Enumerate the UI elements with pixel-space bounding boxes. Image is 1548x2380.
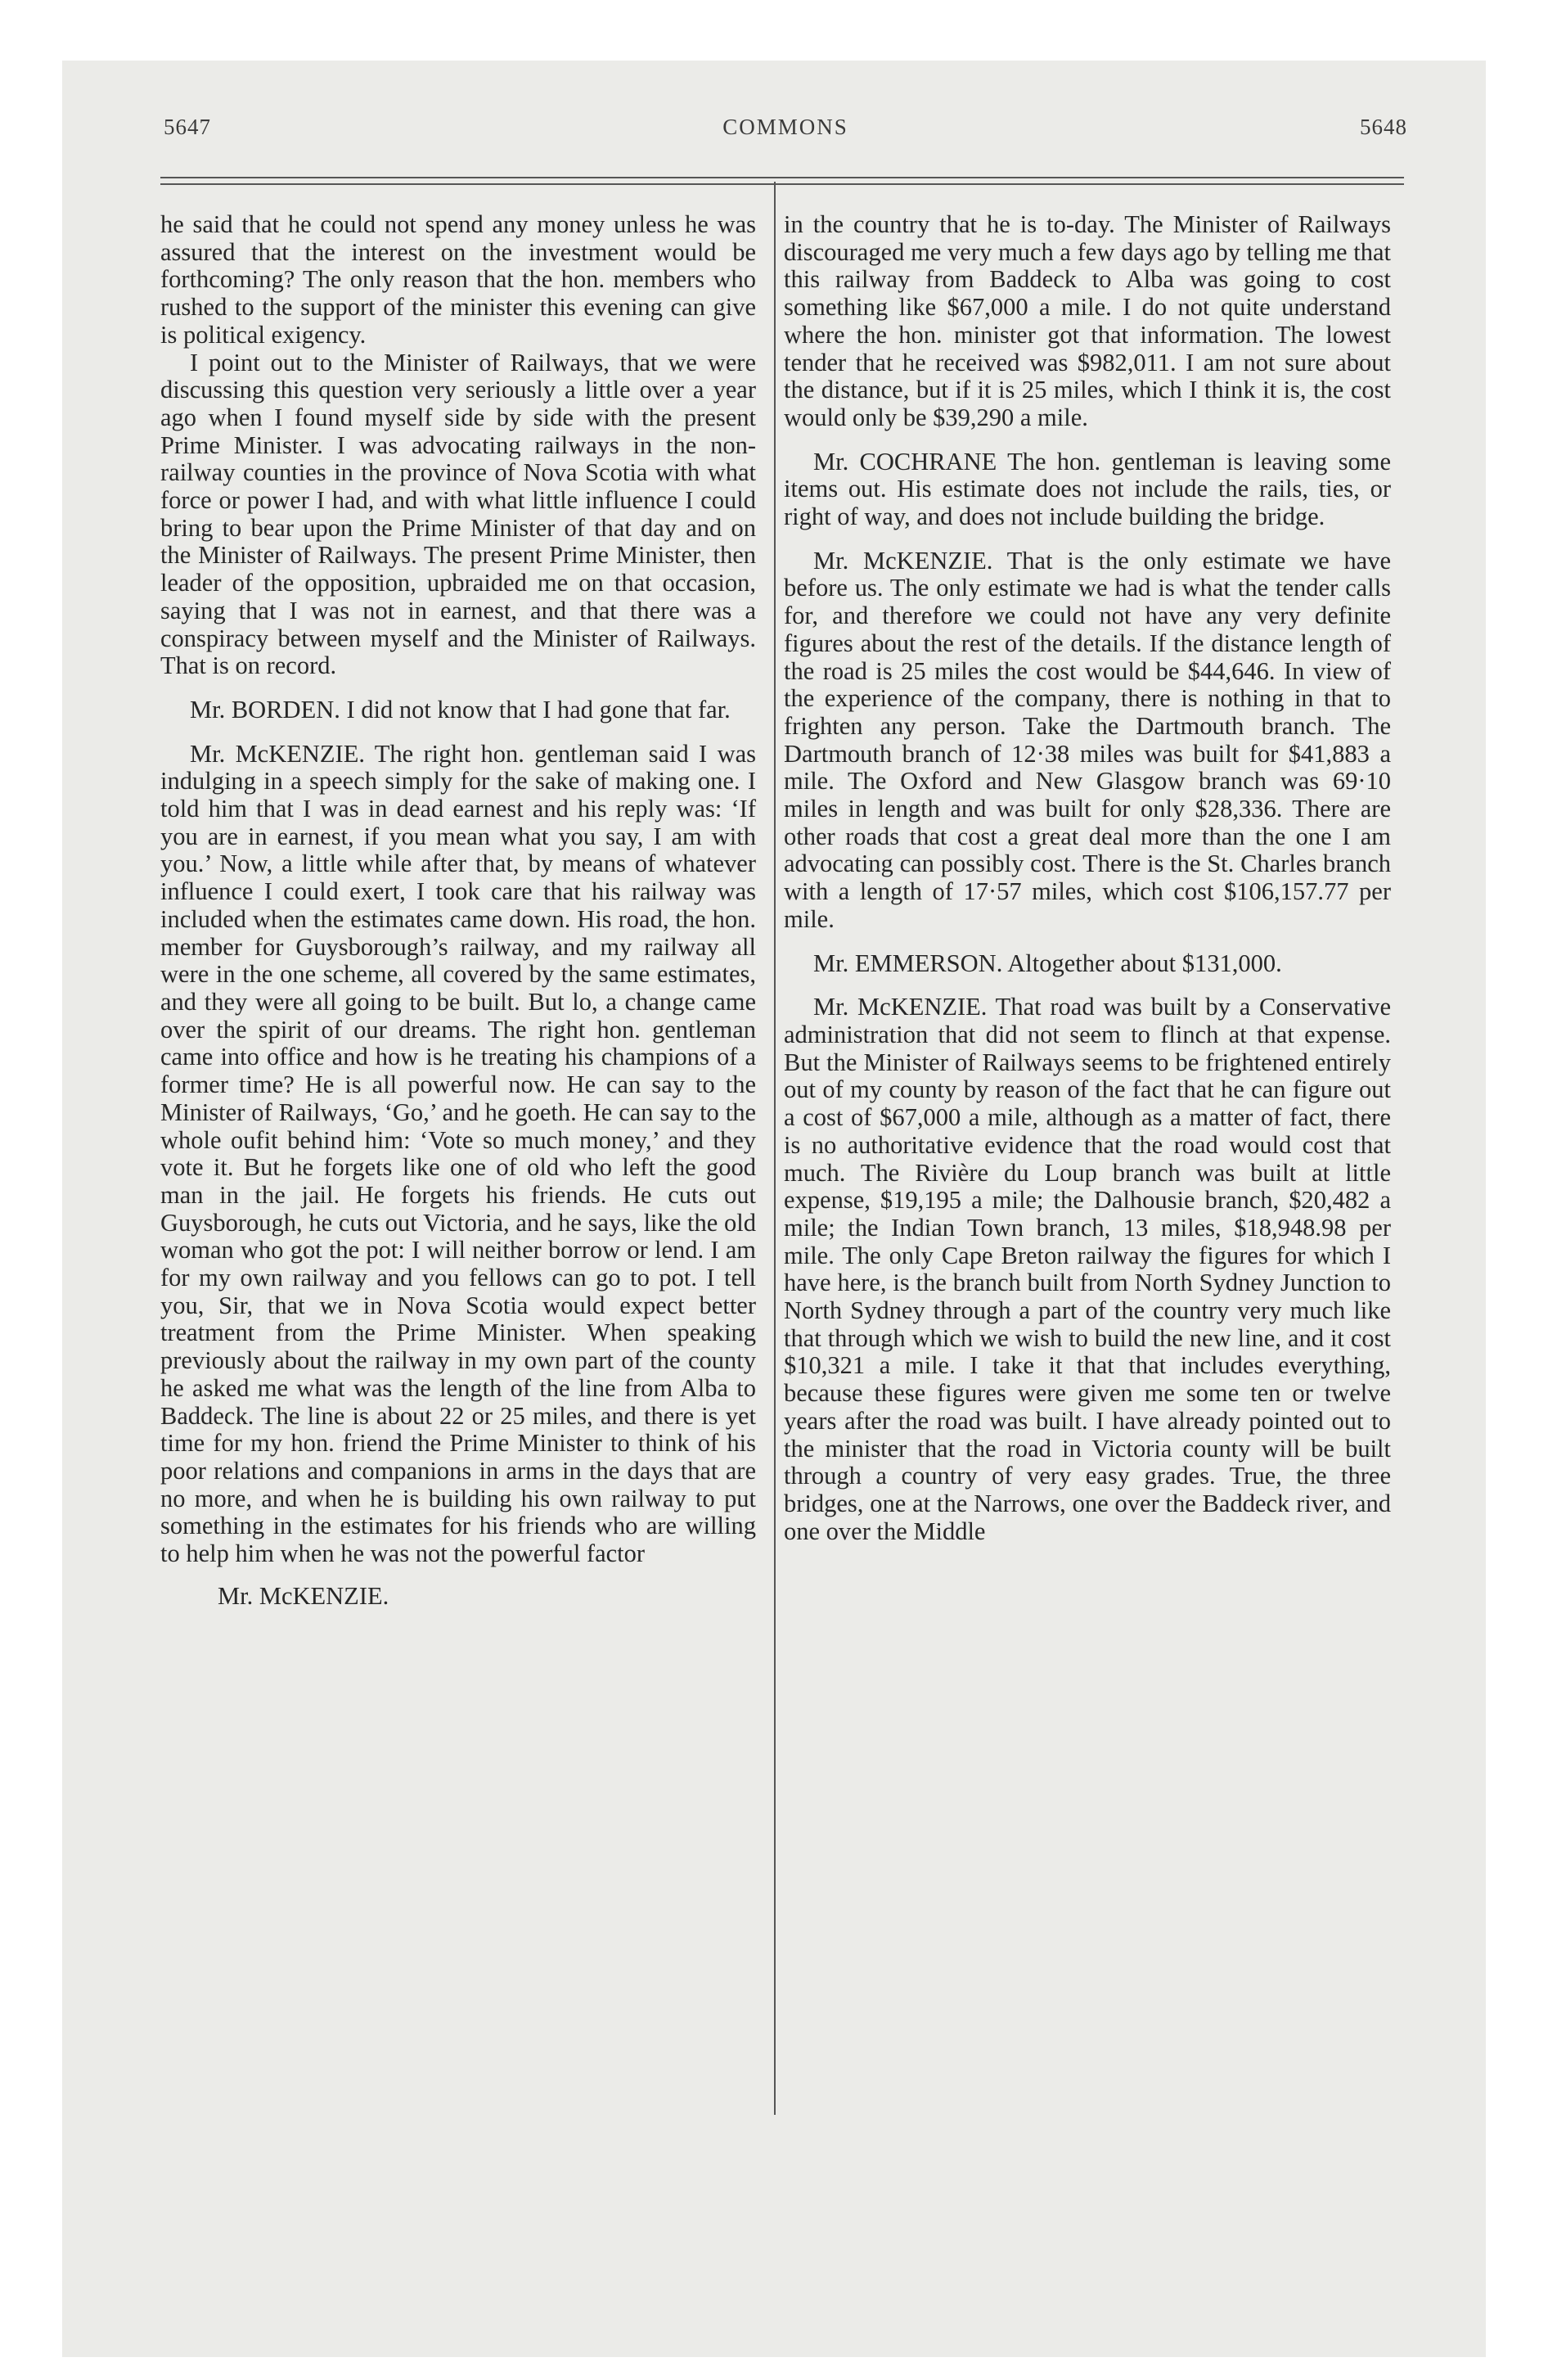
speaker-continuation-label: Mr. McKENZIE. — [218, 1581, 389, 1610]
left-column — [160, 211, 756, 1610]
paragraph: Mr. McKENZIE. That is the only estimate we have before us. The only estimate we had is what the tender calls for, and therefore we could not have any very definite figures about the rest of the details. If the distance length of the road is 25 miles the cost would be $44,646. In view of the experience of the company, there is nothing in that to frighten any person. Take the Dartmouth branch. The Dartmouth branch of 12·38 miles was built for $41,883 a mile. The Oxford and New Glasgow branch was 69·10 miles in length and was built for only $28,336. There are other roads that cost a great deal more than the one I am advocating can possibly cost. There is the St. Charles branch with a length of 17·57 miles, which cost $106,157.77 per mile. — [784, 546, 1391, 933]
paragraph: I point out to the Minister of Railways, that we were discussing this question very seriously a little over a year ago when I found myself side by side with the present Prime Minister. I was advocating railways in the non-railway counties in the province of Nova Scotia with what force or power I had, and with what little influence I could bring to bear upon the Prime Minister of that day and on the Minister of Railways. The present Prime Minister, then leader of the opposition, upbraided me on that occasion, saying that I was not in earnest, and that there was a conspiracy between myself and the Minister of Railways. That is on record. — [160, 348, 756, 680]
page-header — [164, 115, 1407, 147]
header-double-rule — [160, 177, 1404, 185]
paragraph: he said that he could not spend any money unless he was assured that the interest on the investment would be forthcoming? The only reason that the hon. members who rushed to the support of the minister this evening can give is political exigency. — [160, 210, 756, 349]
paragraph: Mr. EMMERSON. Altogether about $131,000. — [813, 949, 1282, 977]
page-number-right: 5648 — [1360, 115, 1407, 139]
paragraph: in the country that he is to-day. The Minister of Railways discouraged me very much a few days ago by telling me that this railway from Baddeck to Alba was going to cost something like $67,000 a mile. I do not quite understand where the hon. minister got that information. The lowest tender that he received was $982,011. I am not sure about the distance, but if it is 25 miles, which I think it is, the cost would only be $39,290 a mile. — [784, 210, 1391, 431]
running-title: COMMONS — [722, 115, 848, 139]
paragraph: Mr. McKENZIE. The right hon. gentleman said I was indulging in a speech simply for the sake of making one. I told him that I was in dead earnest and his reply was: ‘If you are in earnest, if you mean what you say, I am with you.’ Now, a little while after that, by means of whatever influence I could exert, I took care that his railway was included when the estimates came down. His road, the hon. member for Guysborough’s railway, and my railway all were in the one scheme, all covered by the same estimates, and they were all going to be built. But lo, a change came over the spirit of our dreams. The right hon. gentleman came into office and how is he treating his champions of a former time? He is all powerful now. He can say to the Minister of Railways, ‘Go,’ and he goeth. He can say to the whole oufit behind him: ‘Vote so much money,’ and they vote it. But he forgets like one of old who left the good man in the jail. He forgets his friends. He cuts out Guysborough, he cuts out Victoria, and he says, like the old woman who got the pot: I will neither borrow or lend. I am for my own railway and you fellows can go to pot. I tell you, Sir, that we in Nova Scotia would expect better treatment from the Prime Minister. When speaking previously about the railway in my own part of the county he asked me what was the length of the line from Alba to Baddeck. The line is about 22 or 25 miles, and there is yet time for my hon. friend the Prime Minister to think of his poor relations and companions in arms in the days that are no more, and when he is building his own railway to put something in the estimates for his friends who are willing to help him when he was not the powerful factor — [160, 739, 756, 1568]
right-column — [784, 211, 1391, 1545]
paragraph: Mr. BORDEN. I did not know that I had gone that far. — [190, 695, 731, 723]
paragraph: Mr. McKENZIE. That road was built by a Conservative administration that did not seem to flinch at that expense. But the Minister of Railways seems to be frightened entirely out of my county by reason of the fact that he can figure out a cost of $67,000 a mile, although as a matter of fact, there is no authoritative evidence that the road would cost that much. The Rivière du Loup branch was built at little expense, $19,195 a mile; the Dalhousie branch, $20,482 a mile; the Indian Town branch, 13 miles, $18,948.98 per mile. The only Cape Breton railway the figures for which I have here, is the branch built from North Sydney Junction to North Sydney through a part of the country very much like that through which we wish to build the new line, and it cost $10,321 a mile. I take it that that includes everything, because these figures were given me some ten or twelve years after the road was built. I have already pointed out to the minister that the road in Victoria county will be built through a country of very easy grades. True, the three bridges, one at the Narrows, one over the Baddeck river, and one over the Middle — [784, 993, 1391, 1545]
paragraph: Mr. COCHRANE The hon. gentleman is leaving some items out. His estimate does not include the rails, ties, or right of way, and does not include building the bridge. — [784, 447, 1391, 531]
column-divider — [774, 182, 776, 2115]
page-number-left: 5647 — [164, 115, 211, 139]
